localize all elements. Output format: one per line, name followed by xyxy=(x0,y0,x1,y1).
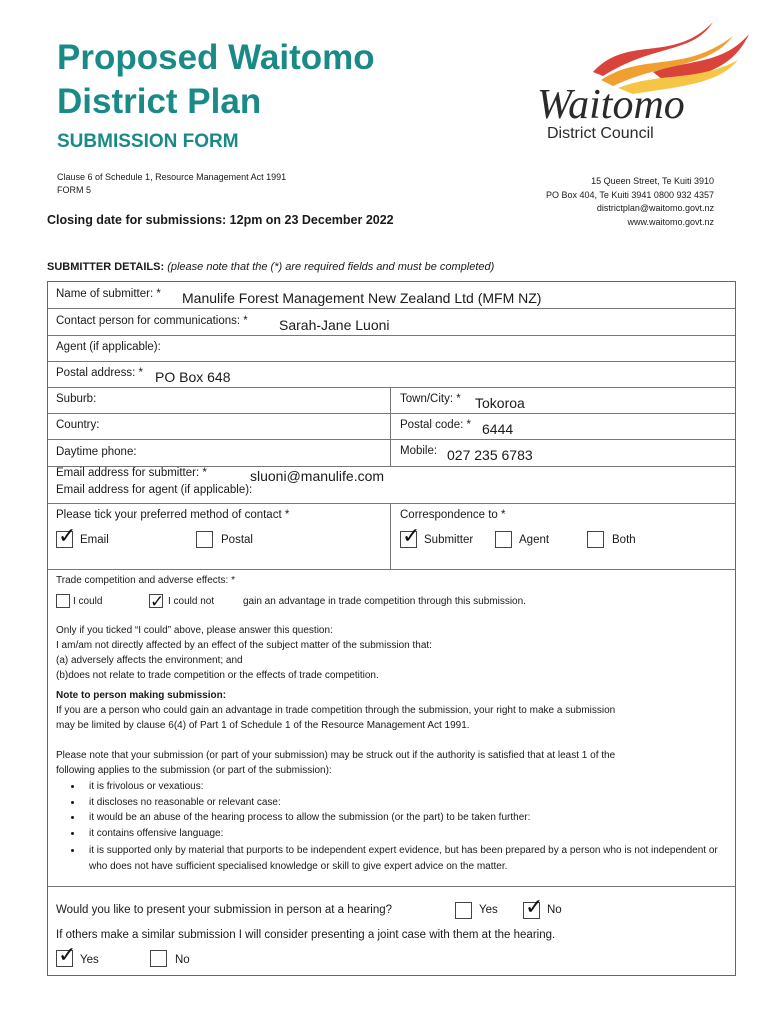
hearing-question: Would you like to present your submission in person at a hearing? xyxy=(56,904,393,916)
hearing-yes-label: Yes xyxy=(479,904,498,916)
logo-wordmark: Waitomo xyxy=(537,82,685,128)
corr-both-label: Both xyxy=(612,534,636,546)
name-field[interactable]: Manulife Forest Management New Zealand Ltd (MFM NZ) xyxy=(182,290,542,306)
note-line-2: may be limited by clause 6(4) of Part 1 of Schedule 1 of the Resource Management Act 1991. xyxy=(56,720,470,731)
directly-affected-text: I am/am not directly affected by an effect of the subject matter of the submission that: xyxy=(56,640,432,651)
corr-submitter-checkbox[interactable] xyxy=(400,524,421,549)
condition-a: (a) adversely affects the environment; and xyxy=(56,655,243,666)
reason-item: • it contains offensive language: xyxy=(83,826,726,842)
hearing-yes-checkbox[interactable] xyxy=(455,902,472,919)
joint-yes-checkbox[interactable] xyxy=(56,943,77,968)
page-title xyxy=(57,36,375,124)
contact-email-label: Email xyxy=(80,534,109,546)
postal-address-label: Postal address: * xyxy=(56,367,143,379)
address-line: 15 Queen Street, Te Kuiti 3910 xyxy=(591,176,714,186)
note-line-1: If you are a person who could gain an advantage in trade competition through the submission, your right to make a submission xyxy=(56,705,616,716)
only-if-text: Only if you ticked “I could” above, please answer this question: xyxy=(56,625,333,636)
contact-email-checkbox[interactable] xyxy=(56,524,77,549)
daytime-phone-field[interactable] xyxy=(158,446,378,462)
struck-out-reasons xyxy=(56,779,726,874)
correspondence-label: Correspondence to * xyxy=(400,509,506,521)
address-line: PO Box 404, Te Kuiti 3941 0800 932 4357 xyxy=(546,189,714,200)
contact-person-field[interactable]: Sarah-Jane Luoni xyxy=(279,317,390,333)
closing-date: Closing date for submissions: 12pm on 23 December 2022 xyxy=(47,213,394,227)
submitter-email-field[interactable]: sluoni@manulife.com xyxy=(250,468,385,484)
agent-email-label: Email address for agent (if applicable): xyxy=(56,484,253,496)
clause-line-1: Clause 6 of Schedule 1, Resource Management Act 1991 xyxy=(57,172,287,182)
submitter-email-label: Email address for submitter: * xyxy=(56,467,207,479)
submission-form xyxy=(47,281,736,976)
corr-agent-checkbox[interactable] xyxy=(495,531,512,548)
reason-item: • it would be an abuse of the hearing process to allow the submission (or the part) to be taken further: xyxy=(83,810,726,826)
struck-out-line-2: following applies to the submission (or part of the submission): xyxy=(56,765,332,776)
mobile-label: Mobile: xyxy=(400,445,438,457)
checkmark-icon: ✓ xyxy=(150,592,165,612)
reason-item: • it discloses no reasonable or relevant case: xyxy=(83,795,726,811)
address-email: districtplan@waitomo.govt.nz xyxy=(596,203,714,214)
i-could-not-checkbox[interactable] xyxy=(149,592,165,612)
checkmark-icon: ✓ xyxy=(58,943,77,968)
hearing-no-label: No xyxy=(547,904,562,916)
checkmark-icon: ✓ xyxy=(525,895,544,920)
postal-code-field[interactable]: 6444 xyxy=(482,421,514,437)
reason-item: • it is supported only by material that purports to be independent expert evidence, but has been prepared by a person who is not independent or who does not have sufficient specialised knowledge or skill to give expert advice on the matter. xyxy=(83,843,726,874)
section-title: SUBMITTER DETAILS: xyxy=(47,261,165,273)
postal-address-field[interactable]: PO Box 648 xyxy=(155,369,231,385)
agent-label: Agent (if applicable): xyxy=(56,341,161,353)
waitomo-logo xyxy=(533,14,753,144)
suburb-field[interactable] xyxy=(108,393,378,409)
mobile-field[interactable]: 027 235 6783 xyxy=(447,447,533,463)
note-heading: Note to person making submission: xyxy=(56,690,227,701)
title-line-1: Proposed Waitomo xyxy=(57,38,375,77)
corr-agent-label: Agent xyxy=(519,534,550,546)
i-could-checkbox[interactable] xyxy=(56,594,70,608)
name-label: Name of submitter: * xyxy=(56,288,161,300)
corr-both-checkbox[interactable] xyxy=(587,531,604,548)
condition-b: (b)does not relate to trade competition or the effects of trade competition. xyxy=(56,670,379,681)
submitter-details-heading xyxy=(47,261,494,273)
contact-method-label: Please tick your preferred method of contact * xyxy=(56,509,290,521)
checkmark-icon: ✓ xyxy=(402,524,421,549)
town-city-field[interactable]: Tokoroa xyxy=(475,395,525,411)
joint-yes-label: Yes xyxy=(80,954,99,966)
section-note: (please note that the (*) are required fields and must be completed) xyxy=(167,261,495,273)
postal-code-label: Postal code: * xyxy=(400,419,471,431)
joint-case-text: If others make a similar submission I will consider presenting a joint case with them at the hearing. xyxy=(56,929,556,941)
suburb-label: Suburb: xyxy=(56,393,97,405)
daytime-phone-label: Daytime phone: xyxy=(56,446,137,458)
checkmark-icon: ✓ xyxy=(58,524,77,549)
clause-line-2: FORM 5 xyxy=(57,185,92,195)
contact-postal-checkbox[interactable] xyxy=(196,531,213,548)
form-subtitle: SUBMISSION FORM xyxy=(57,131,239,152)
contact-person-label: Contact person for communications: * xyxy=(56,315,248,327)
country-label: Country: xyxy=(56,419,100,431)
clause-reference xyxy=(57,171,286,197)
corr-submitter-label: Submitter xyxy=(424,534,474,546)
trade-competition-label: Trade competition and adverse effects: * xyxy=(56,575,235,586)
i-could-label: I could xyxy=(73,596,103,607)
logo-district-council: District Council xyxy=(547,125,654,142)
struck-out-line-1: Please note that your submission (or part of your submission) may be struck out if the authority is satisfied that at least 1 of the xyxy=(56,750,616,761)
i-could-not-label: I could not xyxy=(168,596,215,607)
reason-item: • it is frivolous or vexatious: xyxy=(83,779,726,795)
hearing-no-checkbox[interactable] xyxy=(523,895,544,920)
town-city-label: Town/City: * xyxy=(400,393,461,405)
title-line-2: District Plan xyxy=(57,82,262,121)
address-website: www.waitomo.govt.nz xyxy=(627,217,714,228)
contact-postal-label: Postal xyxy=(221,534,253,546)
council-address xyxy=(546,175,714,230)
agent-field[interactable] xyxy=(180,341,720,357)
trade-gain-text: gain an advantage in trade competition through this submission. xyxy=(243,596,526,607)
country-field[interactable] xyxy=(113,419,378,435)
joint-no-checkbox[interactable] xyxy=(150,950,167,967)
joint-no-label: No xyxy=(175,954,190,966)
